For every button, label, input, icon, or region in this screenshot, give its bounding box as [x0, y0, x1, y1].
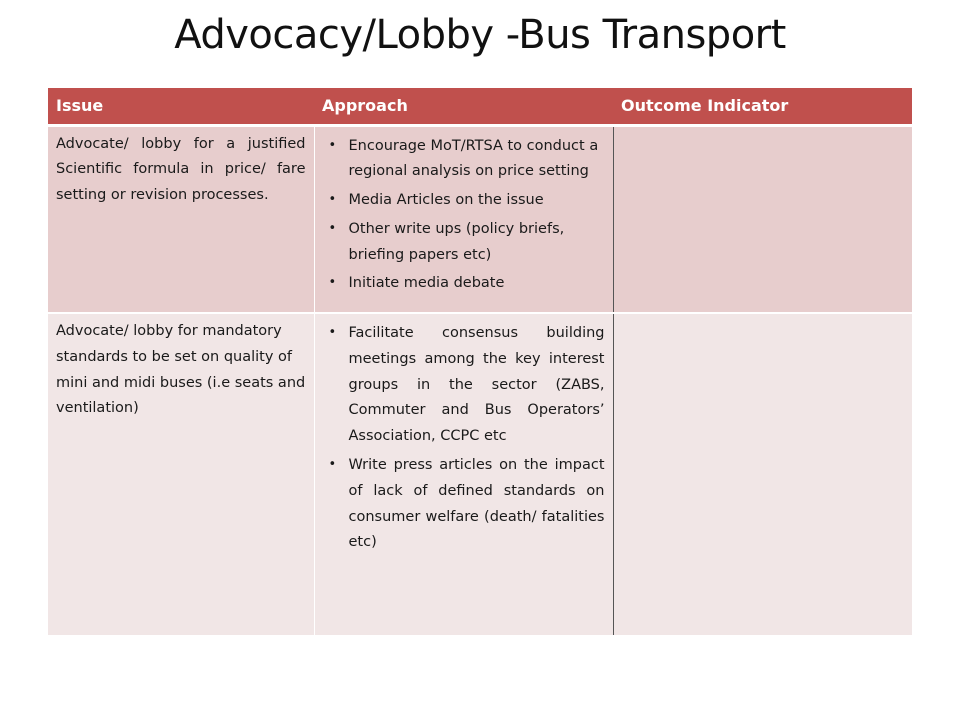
advocacy-table — [48, 88, 913, 635]
header-approach: Approach — [314, 88, 613, 125]
bullet-icon: • — [328, 137, 337, 153]
header-outcome-indicator: Outcome Indicator — [613, 88, 912, 125]
table-row — [48, 313, 912, 635]
page-title: Advocacy/Lobby -Bus Transport — [174, 12, 786, 58]
approach-list — [323, 321, 605, 556]
bullet-icon: • — [328, 192, 337, 208]
outcome-cell — [613, 125, 912, 313]
issue-cell: Advocate/ lobby for a justified Scientific formula in price/ fare setting or revision processes. — [48, 125, 314, 313]
approach-item: • Facilitate consensus building meetings among the key interest groups in the sector (ZABS, Commuter and Bus Operators’ Association, CCPC etc — [323, 321, 605, 450]
header-issue: Issue — [48, 88, 314, 125]
table-row — [48, 125, 912, 313]
bullet-icon: • — [328, 220, 337, 236]
approach-item: • Initiate media debate — [323, 271, 605, 297]
approach-item: • Media Articles on the issue — [323, 188, 605, 214]
approach-item: • Write press articles on the impact of lack of defined standards on consumer welfare (death/ fatalities etc) — [323, 453, 605, 556]
bullet-icon: • — [328, 275, 337, 291]
approach-item: • Encourage MoT/RTSA to conduct a regional analysis on price setting — [323, 134, 605, 186]
outcome-cell — [613, 313, 912, 635]
approach-list — [323, 134, 605, 298]
approach-cell — [314, 313, 613, 635]
issue-cell: Advocate/ lobby for mandatory standards to be set on quality of mini and midi buses (i.e seats and ventilation) — [48, 313, 314, 635]
approach-cell — [314, 125, 613, 313]
table-header-row — [48, 88, 912, 125]
bullet-icon: • — [328, 456, 337, 472]
approach-item: • Other write ups (policy briefs, briefing papers etc) — [323, 217, 605, 269]
bullet-icon: • — [328, 325, 337, 340]
